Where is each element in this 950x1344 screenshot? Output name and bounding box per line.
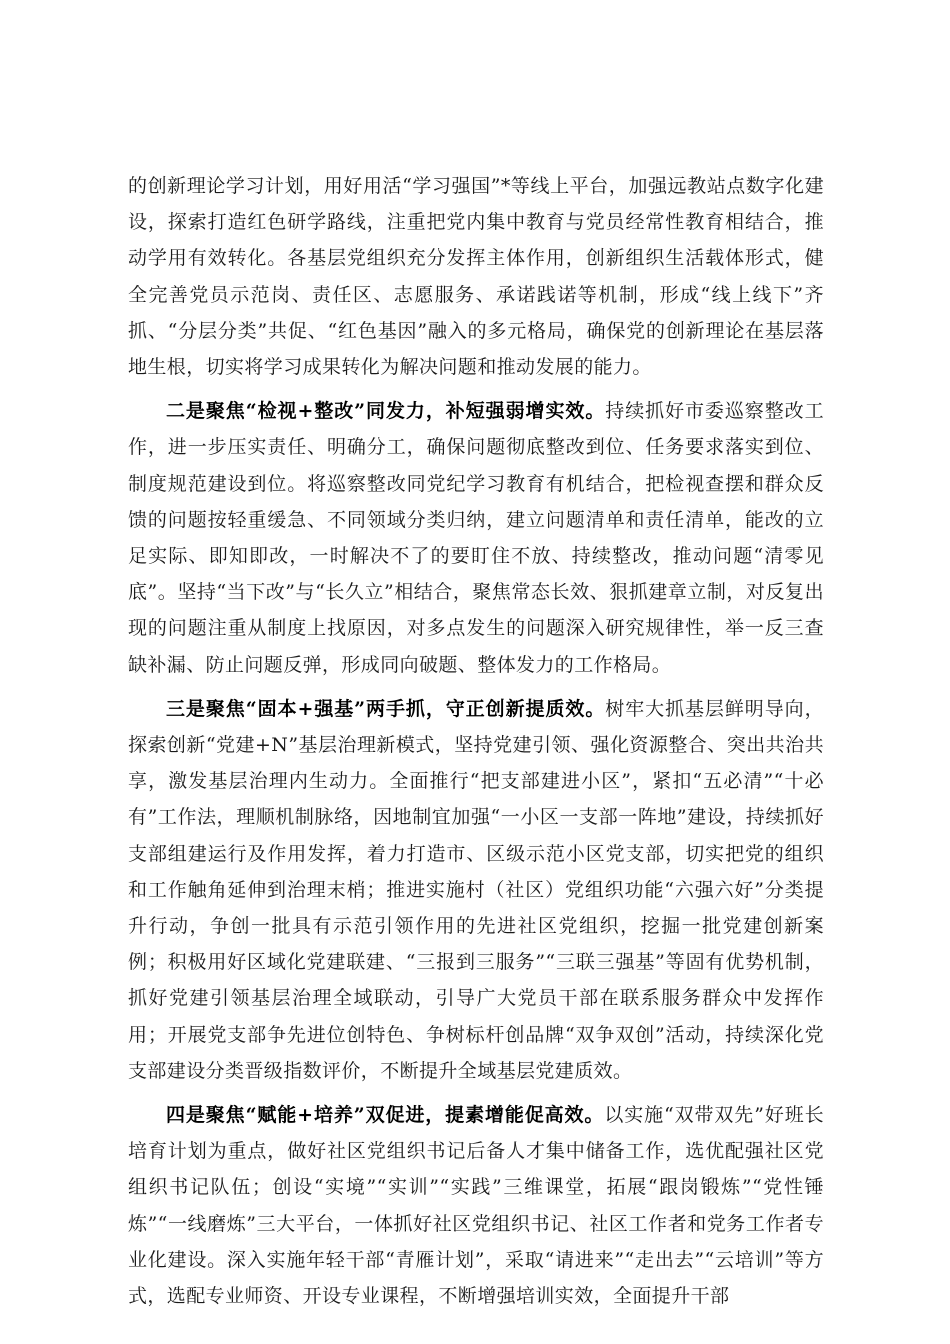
paragraph-text: 树牢大抓基层鲜明导向，探索创新“党建+N”基层治理新模式，坚持党建引领、强化资源整合、突出共治共享，激发基层治理内生动力。全面推行“把支部建进小区”，紧扣“五必清”“十必有”工作法，理顺机制脉络，因地制宜加强“一小区一支部一阵地”建设，持续抓好支部组建运行及作用发挥，着力打造市、区级示范小区党支部，切实把党的组织和工作触角延伸到治理末梢；推进实施村（社区）党组织功能“六强六好”分类提升行动，争创一批具有示范引领作用的先进社区党组织，挖掘一批党建创新案例；积极用好区域化党建联建、“三报到三服务”“三联三强基”等固有优势机制，抓好党建引领基层治理全域联动，引导广大党员干部在联系服务群众中发挥作用；开展党支部争先进位创特色、争树标杆创品牌“双争双创”活动，持续深化党支部建设分类晋级指数评价，不断提升全域基层党建质效。 <box>128 697 825 1082</box>
paragraph-two <box>128 393 824 683</box>
document-body <box>128 168 824 1322</box>
paragraph-four <box>128 1097 824 1314</box>
paragraph-lead-heading: 四是聚焦“赋能+培养”双促进，提素增能促高效。 <box>166 1104 605 1127</box>
paragraph-three <box>128 691 824 1089</box>
paragraph-lead-heading: 二是聚焦“检视+整改”同发力，补短强弱增实效。 <box>166 400 606 423</box>
paragraph-text: 以实施“双带双先”好班长培育计划为重点，做好社区党组织书记后备人才集中储备工作，选优配强社区党组织书记队伍；创设“实境”“实训”“实践”三维课堂，拓展“跟岗锻炼”“党性锤炼”“一线磨炼”三大平台，一体抓好社区党组织书记、社区工作者和党务工作者专业化建设。深入实施年轻干部“青雁计划”，采取“请进来”“走出去”“云培训”等方式，选配专业师资、开设专业课程，不断增强培训实效，全面提升干部 <box>128 1104 825 1308</box>
paragraph-continued <box>128 168 824 385</box>
paragraph-lead-heading: 三是聚焦“固本+强基”两手抓，守正创新提质效。 <box>166 697 606 720</box>
paragraph-text: 的创新理论学习计划，用好用活“学习强国”*等线上平台，加强远教站点数字化建设，探索打造红色研学路线，注重把党内集中教育与党员经常性教育相结合，推动学用有效转化。各基层党组织充分发挥主体作用，创新组织生活载体形式，健全完善党员示范岗、责任区、志愿服务、承诺践诺等机制，形成“线上线下”齐抓、“分层分类”共促、“红色基因”融入的多元格局，确保党的创新理论在基层落地生根，切实将学习成果转化为解决问题和推动发展的能力。 <box>128 175 824 379</box>
paragraph-text: 持续抓好市委巡察整改工作，进一步压实责任、明确分工，确保问题彻底整改到位、任务要求落实到位、制度规范建设到位。将巡察整改同党纪学习教育有机结合，把检视查摆和群众反馈的问题按轻重缓急、不同领域分类归纳，建立问题清单和责任清单，能改的立足实际、即知即改，一时解决不了的要盯住不放、持续整改，推动问题“清零见底”。坚持“当下改”与“长久立”相结合，聚焦常态长效、狠抓建章立制，对反复出现的问题注重从制度上找原因，对多点发生的问题深入研究规律性，举一反三查缺补漏、防止问题反弹，形成同向破题、整体发力的工作格局。 <box>128 400 825 676</box>
